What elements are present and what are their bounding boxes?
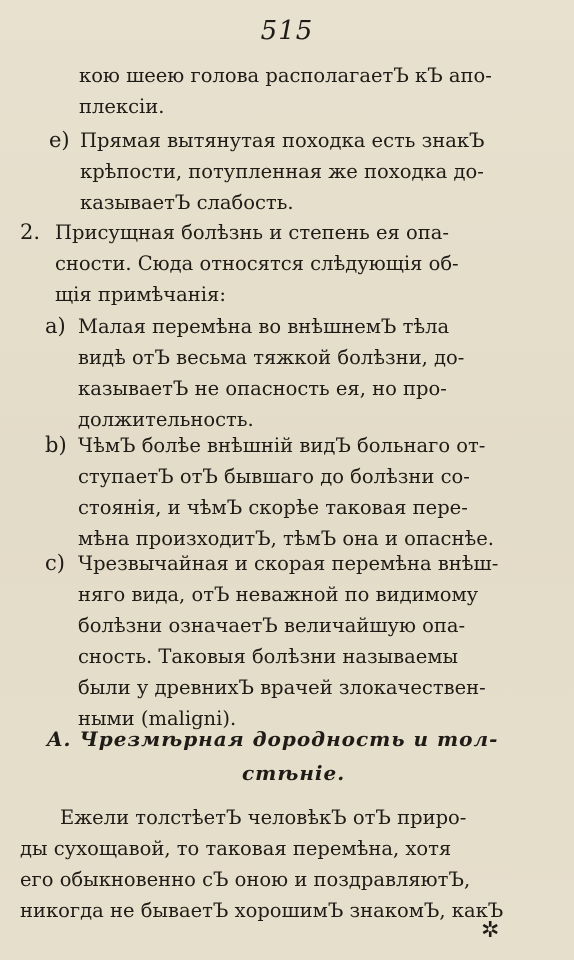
item-label-c: c): [45, 551, 65, 575]
text-line: казываетЪ слабость.: [80, 191, 294, 214]
text-line: болѣзни означаетЪ величайшую опа-: [78, 614, 466, 637]
text-line: должительность.: [78, 408, 254, 431]
text-line: Малая перемѣна во внѣшнемЪ тѣла: [78, 315, 450, 338]
ornament-mark: ✲: [481, 918, 500, 943]
section-heading: A. Чрезмѣрная дородность и тол-: [47, 727, 499, 751]
text-line: Прямая вытянутая походка есть знакЪ: [80, 129, 485, 152]
text-line: стоянія, и чѣмЪ скорѣе таковая пере-: [78, 496, 468, 519]
item-label-e: e): [49, 128, 70, 152]
text-line: щія примѣчанія:: [55, 283, 226, 306]
text-line: никогда не бываетЪ хорошимЪ знакомЪ, какЪ: [20, 899, 504, 922]
text-line: видѣ отЪ весьма тяжкой болѣзни, до-: [78, 346, 465, 369]
text-line: Ежели толстѣетЪ человѣкЪ отЪ приро-: [60, 806, 467, 829]
text-line: Присущная болѣзнь и степень ея опа-: [55, 221, 449, 244]
text-line: мѣна произходитЪ, тѣмЪ она и опаснѣе.: [78, 527, 494, 550]
item-label-a: a): [45, 314, 66, 338]
text-line: ЧѣмЪ болѣе внѣшній видЪ больнаго от-: [78, 434, 486, 457]
item-label-b: b): [45, 433, 67, 457]
text-line: плексіи.: [79, 95, 165, 118]
text-line: казываетЪ не опасность ея, но про-: [78, 377, 447, 400]
section-heading: стѣніе.: [242, 761, 346, 785]
text-line: ды сухощавой, то таковая перемѣна, хотя: [20, 837, 452, 860]
page-number: 515: [260, 16, 314, 46]
text-line: его обыкновенно сЪ оною и поздравляютЪ,: [20, 868, 471, 891]
text-line: кою шеею голова располагаетЪ кЪ апо-: [79, 64, 492, 87]
text-line: были у древнихЪ врачей злокачествен-: [78, 676, 486, 699]
section-number-2: 2.: [20, 220, 41, 244]
text-line: Чрезвычайная и скорая перемѣна внѣш-: [78, 552, 499, 575]
text-line: крѣпости, потупленная же походка до-: [80, 160, 484, 183]
text-line: ступаетЪ отЪ бывшаго до болѣзни со-: [78, 465, 470, 488]
text-line: сности. Сюда относятся слѣдующія об-: [55, 252, 459, 275]
text-line: сность. Таковыя болѣзни называемы: [78, 645, 459, 668]
text-line: ными (maligni).: [78, 707, 237, 730]
text-line: няго вида, отЪ неважной по видимому: [78, 583, 479, 606]
